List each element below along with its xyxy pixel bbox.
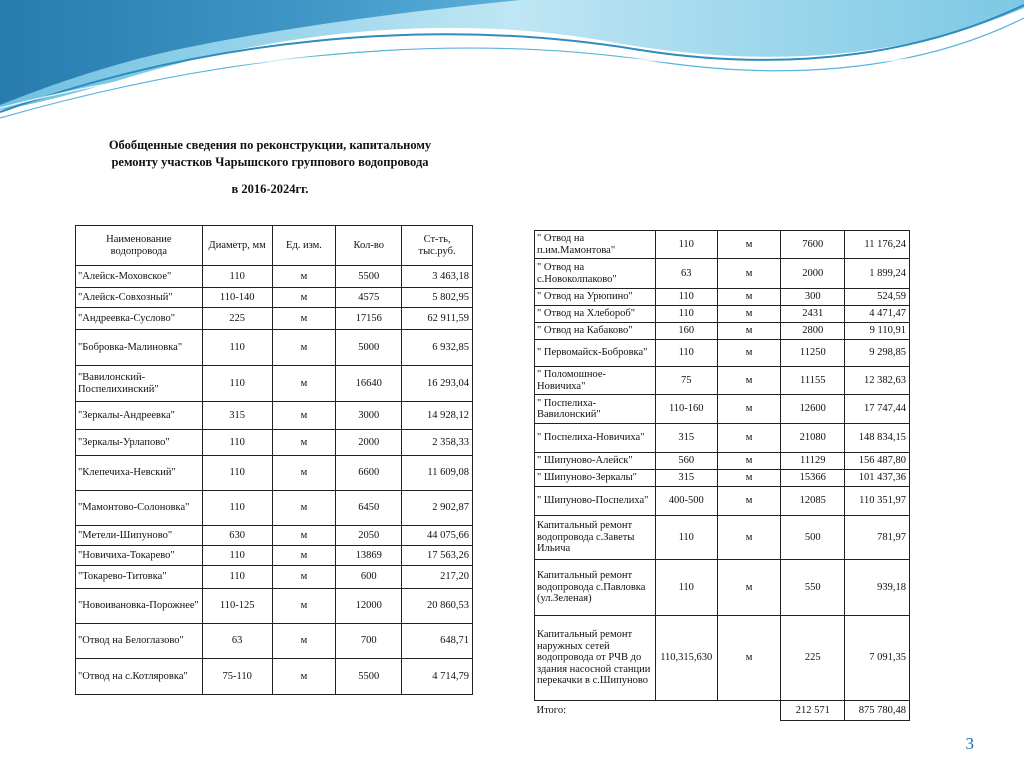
title-line-1: Обобщенные сведения по реконструкции, капитальному [108,138,432,152]
cell-unit: м [272,526,336,546]
cell-unit: м [717,424,781,453]
table-header-row [76,226,473,266]
cell-unit: м [272,266,336,288]
cell-name: " Первомайск-Бобровка" [535,340,656,367]
cell-cost: 9 110,91 [845,323,910,340]
page-title [60,137,480,198]
cell-unit: м [272,566,336,589]
cell-cost: 62 911,59 [402,308,473,330]
header-name: Наименование водопровода [76,226,203,266]
cell-diameter: 110 [655,289,717,306]
cell-cost: 101 437,36 [845,470,910,487]
cell-name: "Зеркалы-Андреевка" [76,402,203,430]
table-row [535,424,910,453]
cell-unit: м [717,616,781,701]
page-number: 3 [965,734,974,753]
cell-name: "Алейск-Моховское" [76,266,203,288]
cell-cost: 2 358,33 [402,430,473,456]
table-row [76,366,473,402]
cell-cost: 20 860,53 [402,589,473,624]
cell-unit: м [272,659,336,695]
cell-cost: 781,97 [845,516,910,560]
cell-unit: м [272,456,336,491]
title-line-3: в 2016-2024гг. [231,182,309,196]
cell-name: "Новичиха-Токарево" [76,546,203,566]
cell-unit: м [717,367,781,395]
cell-diameter: 110 [202,566,272,589]
total-cost: 875 780,48 [845,701,910,721]
cell-name: " Шипуново-Поспелиха" [535,487,656,516]
cell-name: " Отвод на с.Новоколпаково" [535,259,656,289]
cell-name: "Новоивановка-Порожнее" [76,589,203,624]
cell-diameter: 630 [202,526,272,546]
cell-unit: м [272,491,336,526]
header-diameter: Диаметр, мм [202,226,272,266]
cell-name: Капитальный ремонт водопровода с.Павловка (ул.Зеленая) [535,560,656,616]
cell-quantity: 21080 [781,424,845,453]
cell-name: "Зеркалы-Урлапово" [76,430,203,456]
table-row [76,308,473,330]
table-row [76,566,473,589]
cell-name: "Мамонтово-Солоновка" [76,491,203,526]
cell-name: " Поспелиха-Вавилонский" [535,395,656,424]
cell-cost: 5 802,95 [402,288,473,308]
cell-quantity: 3000 [336,402,402,430]
title-line-2: ремонту участков Чарышского группового водопровода [111,155,429,169]
total-quantity: 212 571 [781,701,845,721]
table-row [76,330,473,366]
cell-name: " Отвод на Хлебороб" [535,306,656,323]
cell-unit: м [717,487,781,516]
cell-cost: 14 928,12 [402,402,473,430]
cell-diameter: 110-140 [202,288,272,308]
cell-quantity: 2050 [336,526,402,546]
cell-cost: 44 075,66 [402,526,473,546]
cell-unit: м [272,366,336,402]
header-cost: Ст-ть, тыс.руб. [402,226,473,266]
cell-name: "Отвод на с.Котляровка" [76,659,203,695]
cell-unit: м [272,330,336,366]
cell-name: "Бобровка-Малиновка" [76,330,203,366]
cell-diameter: 110 [202,456,272,491]
table-row [76,526,473,546]
table-row [535,340,910,367]
cell-cost: 3 463,18 [402,266,473,288]
cell-quantity: 600 [336,566,402,589]
cell-cost: 17 563,26 [402,546,473,566]
cell-unit: м [272,402,336,430]
cell-diameter: 315 [655,470,717,487]
table-row [76,430,473,456]
table-row [76,266,473,288]
cell-cost: 7 091,35 [845,616,910,701]
cell-quantity: 225 [781,616,845,701]
cell-unit: м [717,516,781,560]
cell-unit: м [717,470,781,487]
cell-quantity: 550 [781,560,845,616]
cell-quantity: 11155 [781,367,845,395]
cell-name: " Шипуново-Алейск" [535,453,656,470]
cell-diameter: 110 [655,231,717,259]
cell-unit: м [272,308,336,330]
cell-name: " Отвод на Кабаково" [535,323,656,340]
cell-diameter: 110 [202,366,272,402]
cell-cost: 648,71 [402,624,473,659]
table-row [76,624,473,659]
cell-cost: 1 899,24 [845,259,910,289]
header-unit: Ед. изм. [272,226,336,266]
cell-cost: 12 382,63 [845,367,910,395]
cell-cost: 217,20 [402,566,473,589]
cell-quantity: 12085 [781,487,845,516]
table-row [535,289,910,306]
cell-quantity: 5500 [336,266,402,288]
cell-diameter: 63 [655,259,717,289]
table-row [76,288,473,308]
total-label: Итого: [536,705,566,716]
table-row [76,491,473,526]
cell-name: "Андреевка-Суслово" [76,308,203,330]
cell-quantity: 700 [336,624,402,659]
cell-cost: 939,18 [845,560,910,616]
cell-cost: 110 351,97 [845,487,910,516]
cell-quantity: 5500 [336,659,402,695]
table-row [76,546,473,566]
cell-cost: 524,59 [845,289,910,306]
cell-quantity: 7600 [781,231,845,259]
cell-quantity: 11129 [781,453,845,470]
cell-diameter: 75 [655,367,717,395]
table-row [535,616,910,701]
cell-diameter: 160 [655,323,717,340]
cell-cost: 4 714,79 [402,659,473,695]
cell-name: " Шипуново-Зеркалы" [535,470,656,487]
cell-cost: 156 487,80 [845,453,910,470]
cell-quantity: 2800 [781,323,845,340]
cell-cost: 4 471,47 [845,306,910,323]
cell-unit: м [272,430,336,456]
cell-cost: 9 298,85 [845,340,910,367]
cell-diameter: 400-500 [655,487,717,516]
cell-diameter: 315 [655,424,717,453]
table-row [535,395,910,424]
cell-quantity: 2000 [336,430,402,456]
cell-quantity: 500 [781,516,845,560]
cell-diameter: 315 [202,402,272,430]
cell-diameter: 110-160 [655,395,717,424]
cell-cost: 11 609,08 [402,456,473,491]
cell-name: "Токарево-Титовка" [76,566,203,589]
cell-cost: 148 834,15 [845,424,910,453]
cell-unit: м [272,589,336,624]
cell-diameter: 110 [655,340,717,367]
cell-diameter: 110 [655,560,717,616]
cell-name: Капитальный ремонт водопровода с.Заветы Ильича [535,516,656,560]
cell-unit: м [272,546,336,566]
cell-name: Капитальный ремонт наружных сетей водопровода от РЧВ до здания насосной станции перекачки в с.Шипуново [535,616,656,701]
table-row [76,456,473,491]
cell-quantity: 6600 [336,456,402,491]
cell-diameter: 110 [202,546,272,566]
header-wave-decoration [0,0,1024,130]
cell-diameter: 110 [202,266,272,288]
cell-quantity: 17156 [336,308,402,330]
cell-diameter: 225 [202,308,272,330]
cell-unit: м [717,289,781,306]
table-row [76,589,473,624]
table-row [535,516,910,560]
table-row [535,306,910,323]
cell-cost: 6 932,85 [402,330,473,366]
total-row [535,701,910,721]
table-row [535,259,910,289]
left-table [75,225,473,695]
cell-diameter: 75-110 [202,659,272,695]
cell-diameter: 63 [202,624,272,659]
cell-diameter: 110-125 [202,589,272,624]
cell-quantity: 4575 [336,288,402,308]
cell-unit: м [717,231,781,259]
cell-quantity: 15366 [781,470,845,487]
cell-diameter: 560 [655,453,717,470]
cell-unit: м [717,560,781,616]
cell-quantity: 11250 [781,340,845,367]
cell-unit: м [717,340,781,367]
cell-diameter: 110 [202,430,272,456]
cell-name: " Поломошное-Новичиха" [535,367,656,395]
table-row [535,367,910,395]
cell-unit: м [717,453,781,470]
cell-diameter: 110 [655,516,717,560]
cell-unit: м [717,259,781,289]
table-row [535,323,910,340]
cell-quantity: 2431 [781,306,845,323]
cell-diameter: 110,315,630 [655,616,717,701]
header-quantity: Кол-во [336,226,402,266]
cell-name: " Отвод на п.им.Мамонтова" [535,231,656,259]
cell-unit: м [272,624,336,659]
cell-name: "Метели-Шипуново" [76,526,203,546]
right-table [534,230,910,721]
table-row [535,470,910,487]
cell-name: " Поспелиха-Новичиха" [535,424,656,453]
table-row [535,560,910,616]
cell-name: "Клепечиха-Невский" [76,456,203,491]
cell-name: " Отвод на Урюпино" [535,289,656,306]
cell-diameter: 110 [202,330,272,366]
cell-name: "Отвод на Белоглазово" [76,624,203,659]
cell-quantity: 5000 [336,330,402,366]
cell-name: "Алейск-Совхозный" [76,288,203,308]
cell-quantity: 300 [781,289,845,306]
table-row [76,659,473,695]
cell-quantity: 12000 [336,589,402,624]
cell-cost: 11 176,24 [845,231,910,259]
cell-cost: 2 902,87 [402,491,473,526]
cell-quantity: 16640 [336,366,402,402]
cell-quantity: 13869 [336,546,402,566]
cell-cost: 16 293,04 [402,366,473,402]
cell-quantity: 6450 [336,491,402,526]
table-row [535,487,910,516]
cell-unit: м [272,288,336,308]
cell-unit: м [717,306,781,323]
cell-unit: м [717,395,781,424]
cell-cost: 17 747,44 [845,395,910,424]
table-row [76,402,473,430]
cell-diameter: 110 [655,306,717,323]
table-row [535,231,910,259]
cell-quantity: 2000 [781,259,845,289]
table-row [535,453,910,470]
cell-unit: м [717,323,781,340]
cell-diameter: 110 [202,491,272,526]
cell-name: "Вавилонский-Поспелихинский" [76,366,203,402]
cell-quantity: 12600 [781,395,845,424]
